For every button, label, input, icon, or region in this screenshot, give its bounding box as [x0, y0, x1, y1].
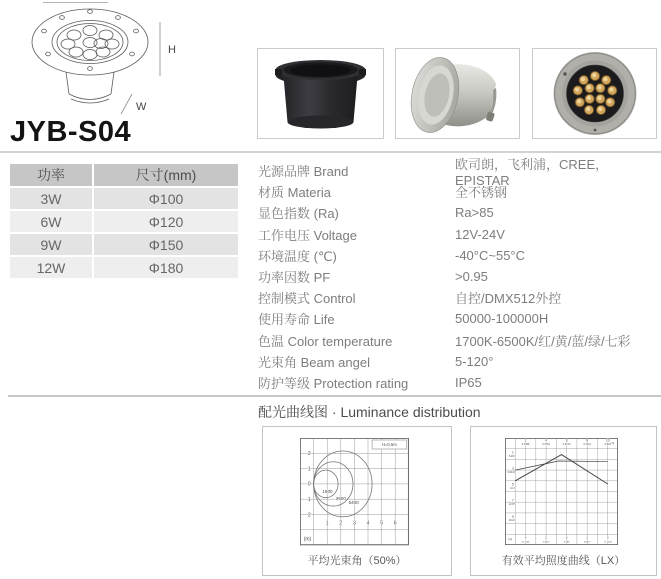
- illuminance-chart: [505, 438, 618, 545]
- svg-text:(m): (m): [303, 536, 312, 543]
- table-header-row: [10, 164, 238, 186]
- body-outline: [66, 72, 114, 103]
- spec-value: 全不锈钢: [455, 185, 508, 201]
- svg-text:H=0.5m: H=0.5m: [381, 442, 397, 448]
- beam-angle-chart: [300, 438, 409, 546]
- svg-text:16.4: 16.4: [510, 487, 515, 490]
- svg-text:0.7411: 0.7411: [583, 443, 591, 447]
- spec-row: [258, 156, 660, 188]
- svg-text:11.1234: 11.1234: [603, 541, 612, 544]
- svg-text:2: 2: [339, 520, 343, 527]
- svg-text:(m): (m): [508, 537, 513, 542]
- svg-text:0.088: 0.088: [563, 541, 570, 544]
- svg-text:2: 2: [545, 535, 547, 540]
- spec-label: 光束角 Beam angel: [258, 354, 370, 370]
- spec-value: >0.95: [455, 269, 488, 285]
- spec-value: -40°C~55°C: [455, 247, 526, 263]
- svg-text:6: 6: [565, 438, 568, 443]
- spec-value: 1700K-6500K/红/黄/蓝/绿/七彩: [455, 333, 631, 349]
- table-header-cell: 功率: [10, 164, 92, 186]
- svg-text:9: 9: [511, 514, 514, 519]
- svg-text:3600: 3600: [335, 495, 346, 501]
- spec-row: [258, 372, 660, 393]
- svg-text:9.6443: 9.6443: [507, 471, 515, 474]
- dimension-h-label: H: [168, 44, 176, 56]
- luminance-section-title: 配光曲线图 · Luminance distribution: [258, 404, 481, 420]
- svg-text:3: 3: [511, 466, 514, 471]
- spec-row: [258, 181, 660, 202]
- spec-row: [258, 308, 660, 329]
- spec-label: 环境温度 (℃): [258, 248, 337, 264]
- spec-row: [258, 224, 660, 245]
- table-cell: 12W: [10, 257, 92, 278]
- svg-text:7: 7: [511, 498, 514, 503]
- svg-text:2: 2: [307, 451, 311, 458]
- spec-value: 欧司朗，飞利浦，CREE，EPISTAR: [455, 156, 609, 188]
- technical-drawing: [8, 2, 188, 120]
- product-model-title: JYB-S04: [10, 116, 132, 148]
- dimension-w-label: W: [136, 101, 147, 113]
- svg-text:0: 0: [307, 481, 311, 488]
- spec-value: 5-120°: [455, 353, 494, 369]
- table-cell: Φ120: [94, 211, 238, 232]
- size-table: [8, 162, 240, 280]
- svg-text:5.281: 5.281: [509, 455, 515, 458]
- beam-angle-chart-caption: 平均光束角（50%）: [307, 555, 407, 567]
- photo-stainless-body-side: [395, 48, 520, 139]
- svg-text:5: 5: [380, 520, 383, 527]
- table-cell: Φ150: [94, 234, 238, 255]
- svg-text:1: 1: [511, 450, 514, 455]
- table-cell: 3W: [10, 188, 92, 209]
- spec-label: 功率因数 PF: [258, 270, 331, 286]
- table-row: [10, 257, 238, 278]
- svg-text:4: 4: [524, 535, 527, 540]
- divider-middle: [8, 395, 661, 397]
- svg-text:0.5617: 0.5617: [542, 541, 550, 544]
- table-row: [10, 234, 238, 255]
- spec-row: [258, 287, 660, 308]
- spec-label: 控制模式 Control: [258, 291, 356, 307]
- svg-text:1: 1: [307, 497, 311, 503]
- svg-text:2: 2: [586, 535, 589, 540]
- svg-text:6: 6: [393, 520, 397, 527]
- spec-label: 色温 Color temperature: [258, 333, 393, 349]
- spec-value: IP65: [455, 374, 482, 390]
- svg-text:4: 4: [606, 535, 609, 540]
- spec-value: Ra>85: [455, 205, 494, 221]
- svg-text:8: 8: [586, 438, 589, 443]
- photo-led-face: [532, 48, 657, 139]
- spec-value: 12V-24V: [455, 226, 505, 242]
- spec-label: 光源品牌 Brand: [258, 164, 349, 180]
- spec-label: 材质 Materia: [258, 185, 331, 201]
- svg-text:29.18: 29.18: [509, 520, 515, 523]
- svg-text:2: 2: [307, 512, 311, 519]
- led-face-image: [534, 50, 655, 137]
- spec-value: 50000-100000H: [455, 311, 549, 327]
- svg-text:22.87: 22.87: [509, 504, 515, 507]
- spec-row: [258, 245, 660, 266]
- spec-row: [258, 330, 660, 351]
- spec-row: [258, 351, 660, 372]
- svg-text:4: 4: [366, 520, 370, 527]
- photo-black-mounting-sleeve: [257, 48, 384, 139]
- spec-value: 自控/DMX512外控: [455, 291, 562, 307]
- svg-text:1: 1: [325, 520, 329, 527]
- spec-row: [258, 266, 660, 287]
- svg-text:0.4716: 0.4716: [542, 443, 550, 447]
- svg-text:1800: 1800: [322, 489, 333, 495]
- steel-body-image: [397, 50, 518, 137]
- spec-label: 显色指数 (Ra): [258, 206, 339, 222]
- table-header-cell: 尺寸(mm): [94, 164, 238, 186]
- beam-angle-chart-box: [262, 426, 452, 576]
- svg-text:2: 2: [524, 438, 527, 443]
- svg-text:0.2358: 0.2358: [521, 443, 530, 447]
- table-cell: 9W: [10, 234, 92, 255]
- svg-text:3: 3: [353, 520, 356, 527]
- svg-text:1: 1: [307, 466, 311, 473]
- table-cell: 6W: [10, 211, 92, 232]
- svg-text:10: 10: [605, 438, 610, 443]
- svg-text:4: 4: [545, 438, 547, 443]
- spec-label: 使用寿命 Life: [258, 312, 335, 328]
- spec-label: 工作电压 Voltage: [258, 227, 357, 243]
- svg-text:%: %: [611, 440, 615, 445]
- svg-text:11.1234: 11.1234: [521, 541, 530, 544]
- spec-row: [258, 202, 660, 223]
- table-cell: Φ100: [94, 188, 238, 209]
- svg-text:0: 0: [565, 535, 568, 540]
- black-housing-image: [259, 50, 382, 137]
- table-cell: Φ180: [94, 257, 238, 278]
- svg-text:5400: 5400: [348, 499, 359, 505]
- table-row: [10, 188, 238, 209]
- svg-text:0.9174: 0.9174: [562, 443, 571, 447]
- illuminance-chart-caption: 有效平均照度曲线（LX）: [501, 555, 626, 567]
- spec-list: [258, 156, 660, 393]
- screw-holes: [42, 10, 139, 71]
- svg-text:5: 5: [511, 482, 514, 487]
- illuminance-chart-box: [470, 426, 657, 576]
- table-row: [10, 211, 238, 232]
- svg-text:0.924: 0.924: [604, 443, 611, 447]
- spec-label: 防护等级 Protection rating: [258, 375, 409, 391]
- svg-text:0.5617: 0.5617: [583, 541, 591, 544]
- led-holes: [61, 26, 119, 60]
